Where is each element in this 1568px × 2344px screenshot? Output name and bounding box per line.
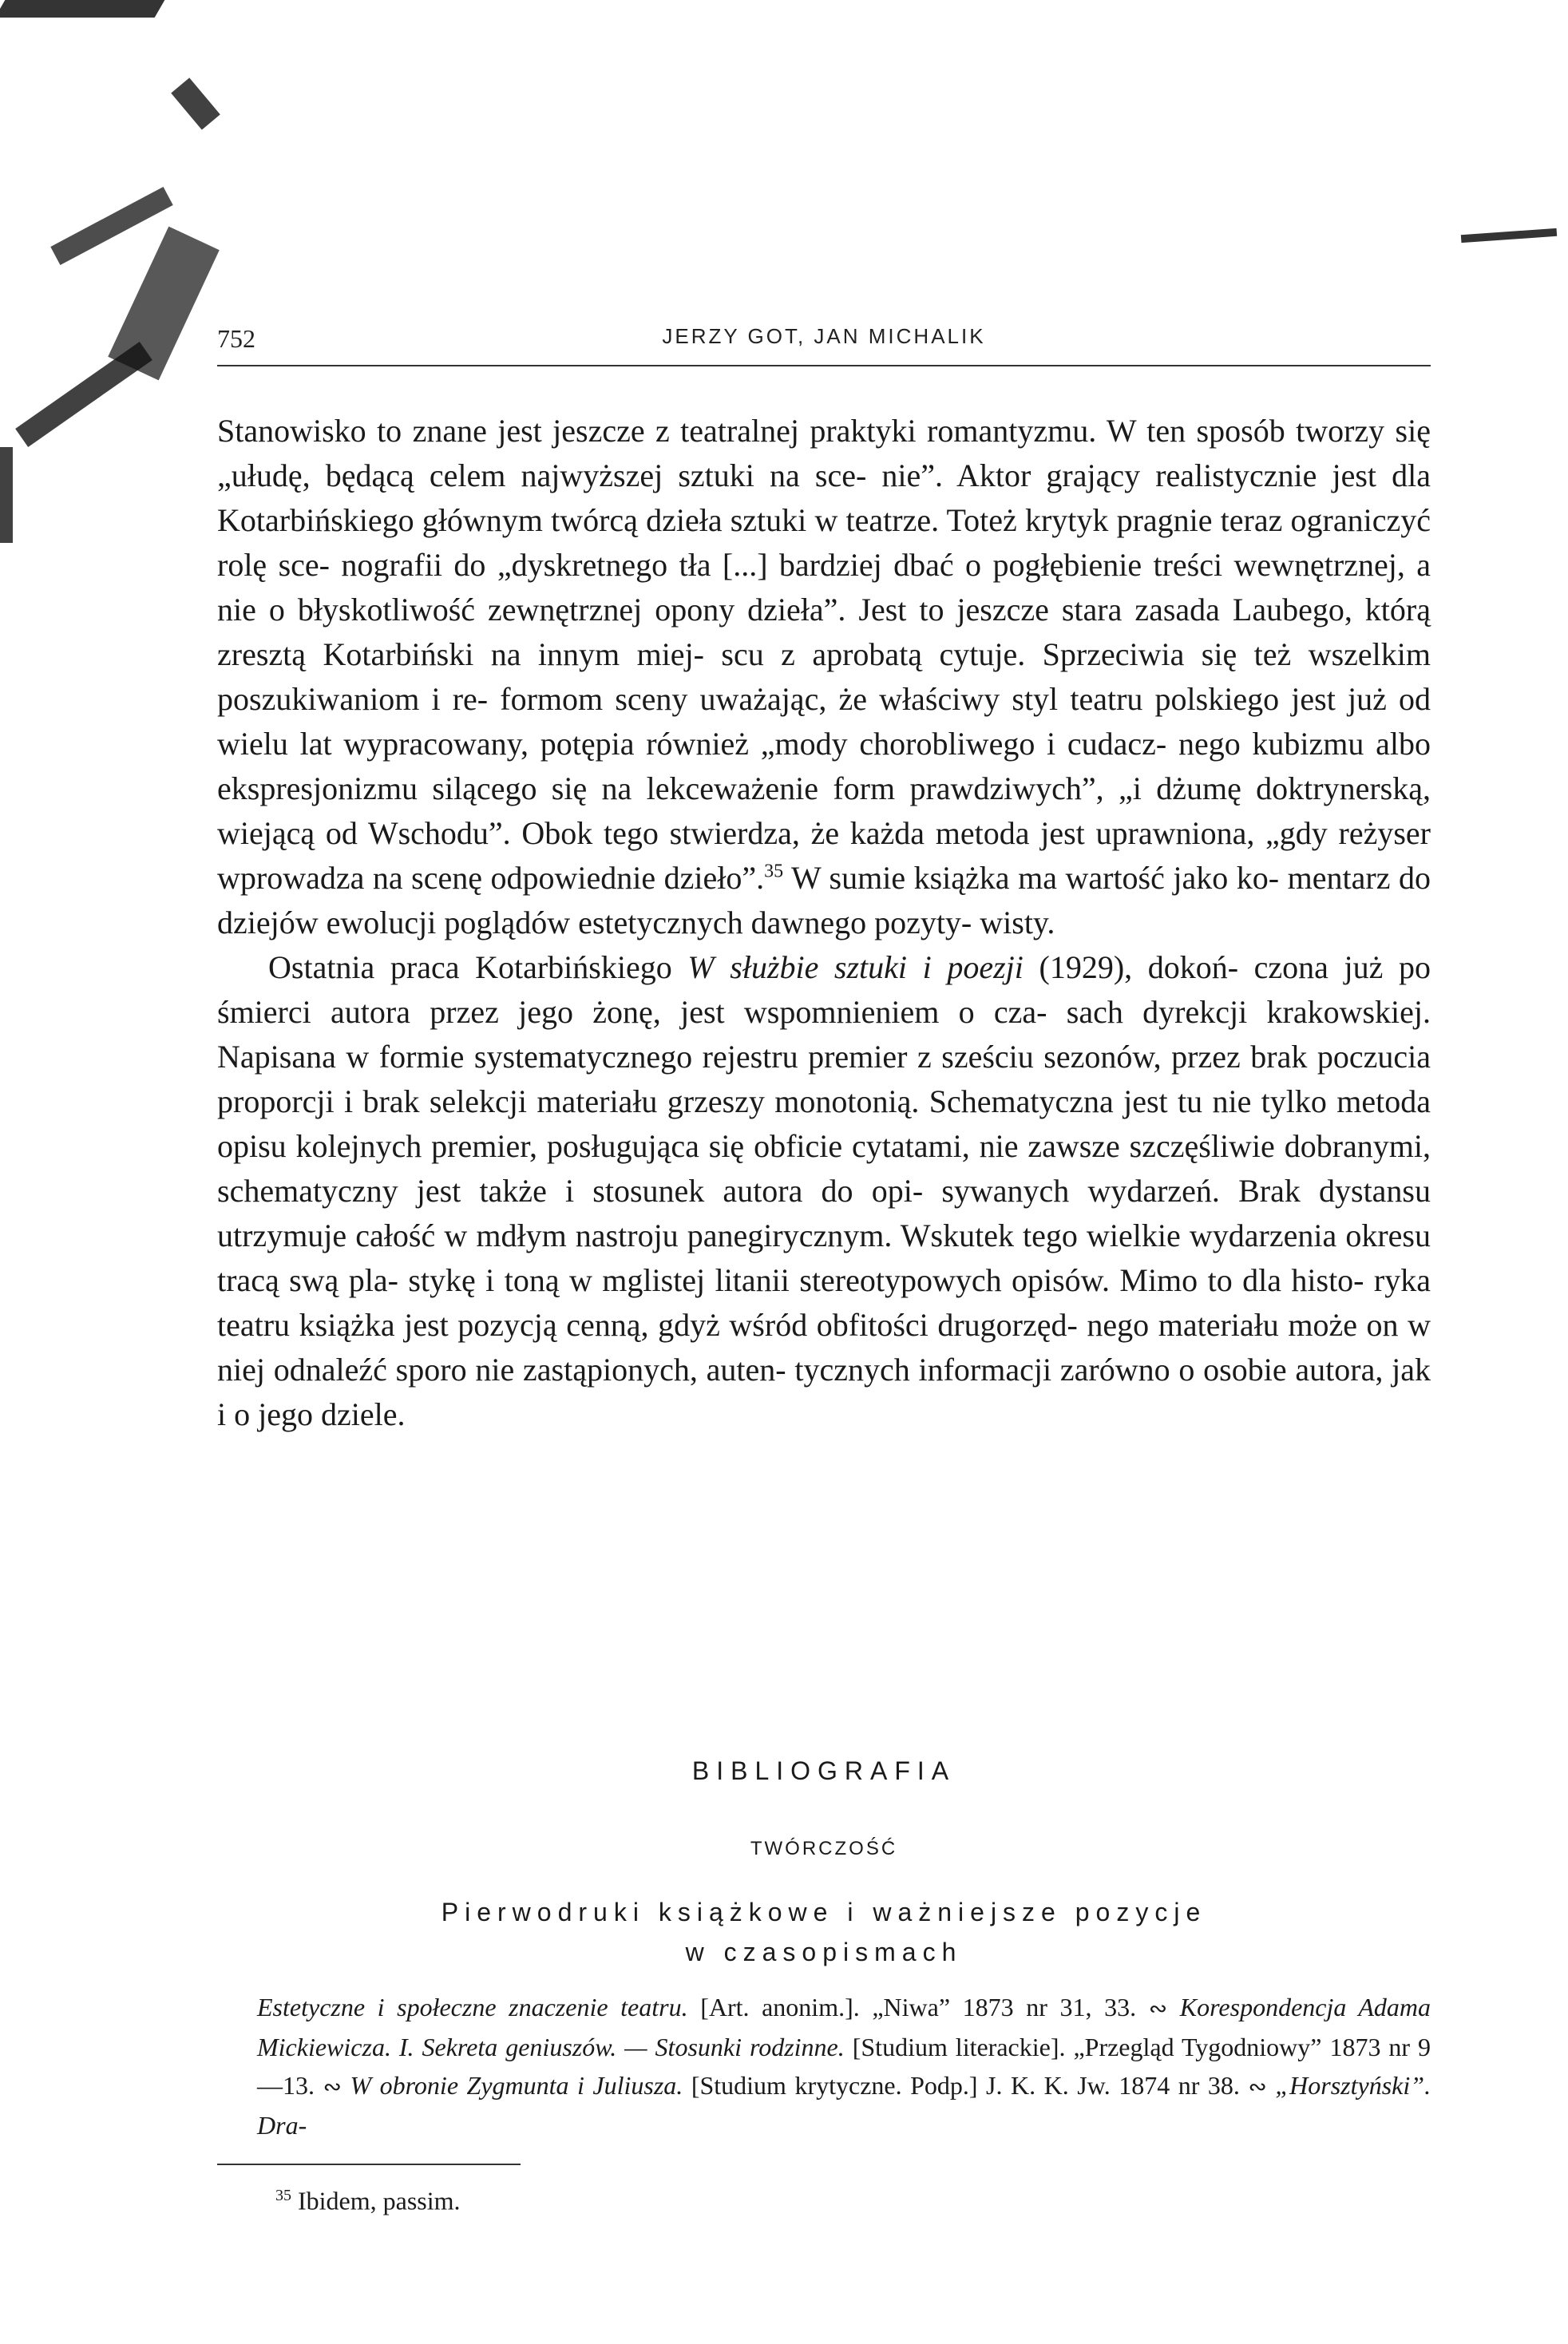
entry-text: [Studium krytyczne. Podp.] J. K. K. Jw. 1874 nr 38. [683, 2071, 1249, 2100]
paragraph-text: Ostatnia praca Kotarbińskiego [268, 949, 688, 985]
paragraph-text: Stanowisko to znane jest jeszcze z teatralnej praktyki romantyzmu. W ten sposób tworzy się „ułudę, będącą celem najwyższej sztuki na sce- nie”. Aktor grający realistycznie jest dla Kotarbińskiego głównym twórcą dzieła sztuki w teatrze. Toteż krytyk pragnie teraz ograniczyć rolę sce- nografii do „dyskretnego tła [...] bardziej dbać o pogłębienie treści wewnętrznej, a nie o błyskotliwość zewnętrznej opony dzieła”. Jest to jeszcze stara zasada Laubego, którą zresztą Kotarbiński na innym miej- scu z aprobatą cytuje. Sprzeciwia się też wszelkim poszukiwaniom i re- formom sceny uważając, że właściwy styl teatru polskiego jest już od wielu lat wypracowany, potępia również „mody chorobliwego i cudacz- nego kubizmu albo ekspresjonizmu silącego się na lekceważenie form prawdziwych”, „i dżumę doktrynerską, wiejącą od Wschodu”. Obok tego stwierdza, że każda metoda jest uprawniona, „gdy reżyser wprowadza na scenę odpowiednie dzieło”. [217, 413, 1431, 896]
paragraph [217, 409, 1431, 945]
entry-title: „Horsztyński”. Dra- [257, 2071, 1431, 2140]
subsection-heading [217, 1892, 1431, 1972]
entry-text: [Art. anonim.]. „Niwa” 1873 nr 31, 33. [687, 1993, 1149, 2021]
entry-title: W obronie Zygmunta i Juliusza. [350, 2071, 683, 2100]
book-title: W służbie sztuki i poezji [687, 949, 1024, 985]
subsection-line: Pierwodruki książkowe i ważniejsze pozycje [441, 1898, 1207, 1926]
entry-title: Korespondencja Adama Mickiewicza. I. Sekreta geniuszów. — Stosunki rodzinne. [257, 1993, 1431, 2061]
scan-artifact [0, 0, 164, 18]
subsection-line: w czasopismach [685, 1938, 963, 1966]
footnote [275, 2178, 461, 2219]
separator-icon: ∾ [1148, 1995, 1168, 2021]
scan-artifact [15, 342, 152, 447]
footnote-number: 35 [275, 2187, 291, 2204]
footnote-ref[interactable]: 35 [764, 861, 784, 882]
body-text [217, 409, 1431, 1437]
footnote-text: Ibidem, passim. [291, 2186, 461, 2215]
scan-artifact [171, 77, 220, 129]
scan-artifact [0, 447, 13, 543]
bibliography-entries [257, 1988, 1431, 2144]
paragraph-text: W sumie książka ma wartość jako ko- mentarz do dziejów ewolucji poglądów estetycznych dawnego pozyty- wisty. [217, 860, 1431, 940]
entry-text: [Studium literackie]. „Przegląd Tygodniowy” 1873 nr 9—13. [257, 2033, 1431, 2100]
separator-icon: ∾ [323, 2073, 342, 2100]
paragraph-text: (1929), dokoń- czona już po śmierci autora przez jego żonę, jest wspomnieniem o cza- sach dyrekcji krakowskiej. Napisana w formie systematycznego rejestru premier z sześciu sezonów, przez brak poczucia proporcji i brak selekcji materiału grzeszy monotonią. Schematyczna jest tu nie tylko metoda opisu kolejnych premier, posługująca się obficie cytatami, nie zawsze szczęśliwie dobranymi, schematyczny jest także i stosunek autora do opi- sywanych wydarzeń. Brak dystansu utrzymuje całość w mdłym nastroju panegirycznym. Wskutek tego wielkie wydarzenia okresu tracą swą pla- stykę i toną w mglistej litanii stereotypowych opisów. Mimo to dla histo- ryka teatru książka jest pozycją cenną, gdyż wśród obfitości drugorzęd- nego materiału może on w niej odnaleźć sporo nie zastąpionych, auten- tycznych informacji zarówno o osobie autora, jak i o jego dziele. [217, 949, 1431, 1432]
scan-artifact [50, 187, 172, 265]
running-title: JERZY GOT, JAN MICHALIK [662, 324, 986, 348]
running-head [217, 319, 1431, 354]
entry-title: Estetyczne i społeczne znaczenie teatru. [257, 1993, 688, 2021]
page-number: 752 [217, 324, 255, 353]
header-rule [217, 365, 1431, 366]
scan-artifact [1461, 228, 1557, 243]
separator-icon: ∾ [1248, 2073, 1267, 2100]
section-heading: TWÓRCZOŚĆ [750, 1838, 898, 1859]
bibliography-heading: BIBLIOGRAFIA [691, 1756, 956, 1785]
paragraph [217, 945, 1431, 1437]
footnote-rule [217, 2164, 521, 2165]
